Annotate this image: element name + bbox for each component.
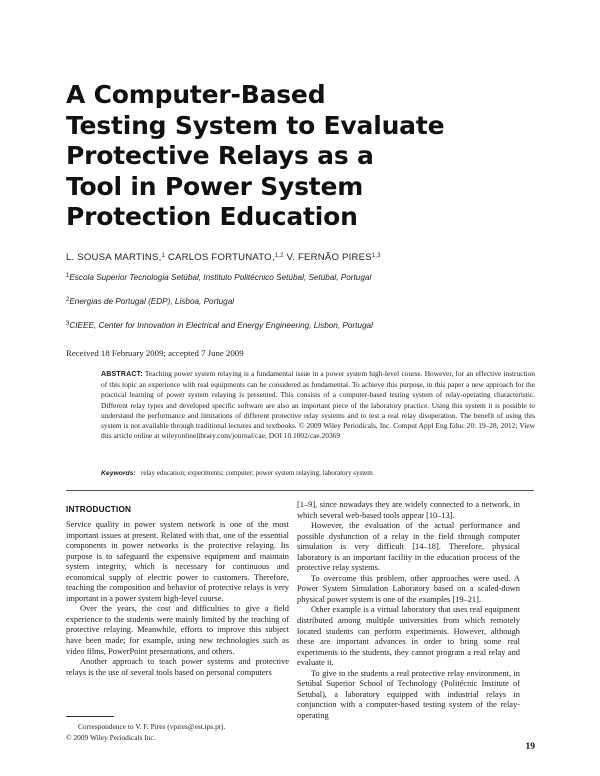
affiliation-text: CIEEE, Center for Innovation in Electrical and Energy Engineering, Lisbon, Portugal <box>69 321 373 330</box>
abstract-text: Teaching power system relaying is a fundamental issue in a power system high-level course. However, for an effective instruction of this topic an experience with real equipments can be considered as fundamental. To achieve this purpose, in this paper a new approach for the practical learning of power system relaying is presented. This consists of a computer-based testing system of relay-operating characteristic. Different relay types and developed specific software are also an important piece of the laboratory practice. Using this system it is possible to understand the performance and limitations of different protective relay systems and to test a real relay disoperation. The benefit of using this system is not available through traditional lectures and textbooks. <box>101 369 535 431</box>
title-line: Protection Education <box>66 202 358 231</box>
section-heading: INTRODUCTION <box>66 505 132 514</box>
author-affiliation-marker: 1 <box>161 253 166 259</box>
keywords <box>101 469 373 477</box>
paragraph: However, the evaluation of the actual performance and possible dysfunction of a relay in the field through computer simulation is very difficult [14–18]. Therefore, physical laboratory is an important facility in the education process of the protective relay systems. <box>297 521 520 573</box>
footnote <box>66 721 289 743</box>
paragraph: To overcome this problem, other approaches were used. A Power System Simulation Laboratory based on a scaled-down physical power system is one of the examples [19–21]. <box>297 573 520 604</box>
abstract-citation: © 2009 Wiley Periodicals, Inc. Comput Appl Eng Educ 20: 19–28, 2012; View this article online at wileyonlinelibrary.com/journal/cae; DOI 10.1002/cae.20369 <box>101 421 535 441</box>
author-affiliation-marker: 1,3 <box>371 253 381 259</box>
copyright-note: © 2009 Wiley Periodicals Inc. <box>66 733 156 742</box>
keywords-label: Keywords: <box>101 470 136 477</box>
right-column <box>297 500 520 721</box>
left-column <box>66 520 289 678</box>
paragraph: Service quality in power system network is one of the most important issues at present. Related with that, one of the essential components in power networks is the protective relaying. Its purpose is to safeguard the expensive equipment and maintain system integrity, which is necessary for continuous and economical supply of electric power to customers. Therefore, teaching the composition and behavior of protective relays is very important in a power system high-level course. <box>66 520 289 603</box>
author-name: V. FERNÃO PIRES <box>283 252 372 263</box>
paragraph: To give to the students a real protective relay environment, in Setúbal Superior School of Technology (Politécnic Institute of Setubal), a laboratory equipped with industrial relays in conjunction with a computer-based testing system of the relay-operating <box>297 668 520 720</box>
title-line: Testing System to Evaluate <box>66 110 445 140</box>
affiliation <box>66 297 546 306</box>
title-line: Tool in Power System <box>66 171 364 201</box>
abstract-label: ABSTRACT: <box>101 371 143 378</box>
affiliation-text: Escola Superior Tecnologia Setúbal, Instituto Politécnico Setúbal, Setúbal, Portugal <box>69 273 372 282</box>
title-line: Protective Relays as a <box>66 141 374 170</box>
author-list <box>66 252 546 263</box>
author-name: CARLOS FORTUNATO, <box>165 252 275 263</box>
affiliation <box>66 273 546 282</box>
section-divider <box>66 490 534 491</box>
paragraph: Another approach to teach power systems and protective relays is the use of several tools based on personal computers <box>66 657 289 677</box>
affiliation-marker: 2 <box>66 297 70 303</box>
keywords-text: relay education; experiments; computer; power system relaying; laboratory system <box>141 469 373 477</box>
received-date: Received 18 February 2009; accepted 7 June 2009 <box>66 348 244 358</box>
abstract <box>101 369 535 441</box>
paragraph: Other example is a virtual laboratory that uses real equipment distributed among multiple universities from which remotely located students can perform experiments. However, although these are important advances in order to bring some real experiments to the students, they cannot program a real relay and evaluate it. <box>297 605 520 668</box>
page-number: 19 <box>525 742 535 752</box>
paragraph: Over the years, the cost and difficulties to give a field experience to the students were mainly limited by the teaching of protective relaying. Meanwhile, efforts to improve this subject have been made; for example, using new technologies such as video films, PowerPoint presentations, and others. <box>66 604 289 656</box>
affiliation-marker: 1 <box>66 273 70 279</box>
correspondence-note: Correspondence to V. F. Pires (vpires@est.ips.pt). <box>78 722 226 731</box>
footnote-divider <box>66 716 114 717</box>
title-line: A Computer-Based <box>66 80 326 109</box>
article-title <box>66 80 546 233</box>
affiliation-marker: 3 <box>66 321 70 327</box>
paragraph: [1–9], since nowadays they are widely connected to a network, in which several web-based tools appear [10–13]. <box>297 500 520 520</box>
affiliation <box>66 321 546 330</box>
affiliation-text: Energias de Portugal (EDP), Lisboa, Portugal <box>69 297 235 306</box>
author-name: L. SOUSA MARTINS, <box>66 252 162 263</box>
author-affiliation-marker: 1,2 <box>274 253 284 259</box>
